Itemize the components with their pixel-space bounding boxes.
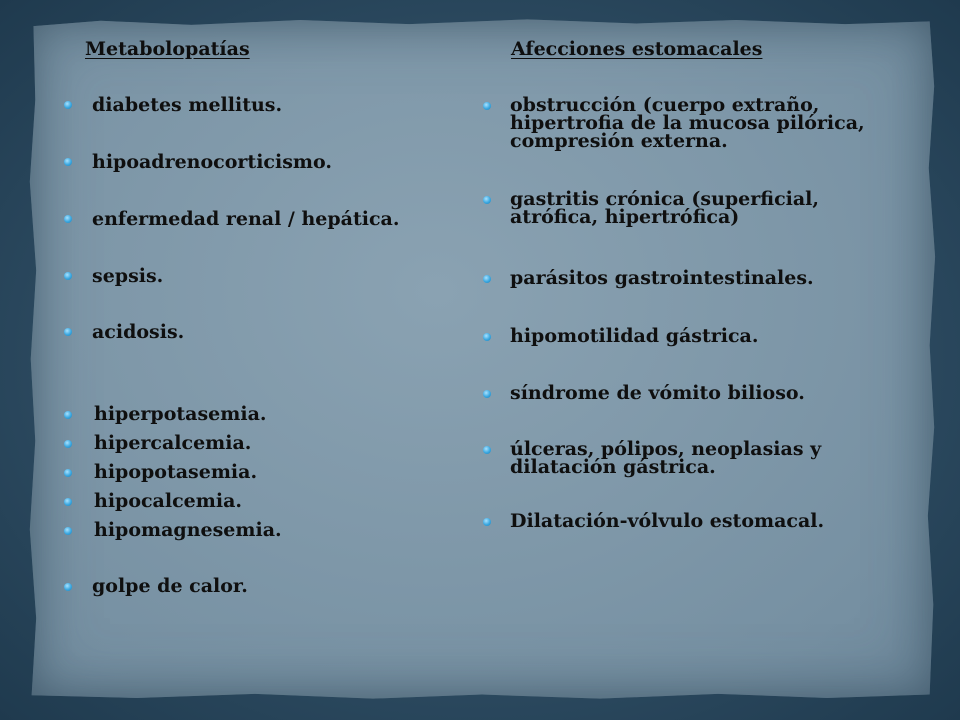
list-item-text-line: parásitos gastrointestinales.: [510, 267, 814, 289]
list-item: [94, 492, 242, 510]
bullet-icon: [64, 583, 72, 591]
right-column-title: Afecciones estomacales: [511, 38, 763, 60]
list-item-text: sepsis.: [92, 265, 164, 287]
bullet-icon: [64, 527, 72, 535]
list-item-text-line: compresión externa.: [510, 130, 728, 152]
list-item-text: hipercalcemia.: [94, 432, 252, 454]
list-item-text: hipocalcemia.: [94, 490, 242, 512]
list-item: [94, 434, 251, 452]
bullet-icon: [64, 498, 72, 506]
list-item: [510, 440, 821, 476]
bullet-icon: [64, 272, 72, 280]
list-item-text-line: atrófica, hipertrófica): [510, 206, 740, 228]
list-item: [92, 96, 282, 114]
list-item-text-line: obstrucción (cuerpo extraño,: [510, 94, 820, 116]
list-item-text-line: síndrome de vómito bilioso.: [510, 382, 805, 404]
bullet-icon: [64, 158, 72, 166]
list-item: [510, 327, 758, 345]
list-item-text-line: gastritis crónica (superficial,: [510, 188, 820, 210]
list-item: [94, 463, 257, 481]
list-item: [92, 210, 399, 228]
bullet-icon: [64, 469, 72, 477]
list-item: [94, 405, 267, 423]
list-item: [92, 323, 184, 341]
list-item: [510, 96, 865, 150]
list-item: [510, 384, 805, 402]
list-item-text: acidosis.: [92, 321, 185, 343]
bullet-icon: [64, 328, 72, 336]
bullet-icon: [483, 518, 491, 526]
list-item-text-line: hipertrofia de la mucosa pilórica,: [510, 112, 865, 134]
list-item-text: enfermedad renal / hepática.: [92, 208, 400, 230]
list-item: [510, 512, 824, 530]
left-column-title: Metabolopatías: [85, 38, 250, 60]
list-item: [94, 521, 282, 539]
list-item: [92, 153, 332, 171]
bullet-icon: [64, 440, 72, 448]
list-item: [92, 267, 163, 285]
list-item-text-line: Dilatación-vólvulo estomacal.: [510, 510, 825, 532]
list-item: [510, 269, 814, 287]
bullet-icon: [483, 446, 491, 454]
list-item-text: diabetes mellitus.: [92, 94, 283, 116]
list-item-text: hipoadrenocorticismo.: [92, 151, 332, 173]
list-item-text: hipomagnesemia.: [94, 519, 282, 541]
bullet-icon: [483, 196, 491, 204]
bullet-icon: [64, 411, 72, 419]
bullet-icon: [483, 333, 491, 341]
list-item: [510, 190, 819, 226]
list-item-text: hiperpotasemia.: [94, 403, 267, 425]
list-item-text: golpe de calor.: [92, 575, 248, 597]
bullet-icon: [64, 215, 72, 223]
list-item-text-line: hipomotilidad gástrica.: [510, 325, 759, 347]
bullet-icon: [483, 102, 491, 110]
bullet-icon: [483, 390, 491, 398]
list-item-text-line: úlceras, pólipos, neoplasias y: [510, 438, 822, 460]
list-item: [92, 577, 248, 595]
list-item-text-line: dilatación gástrica.: [510, 456, 716, 478]
bullet-icon: [64, 101, 72, 109]
list-item-text: hipopotasemia.: [94, 461, 258, 483]
bullet-icon: [483, 275, 491, 283]
